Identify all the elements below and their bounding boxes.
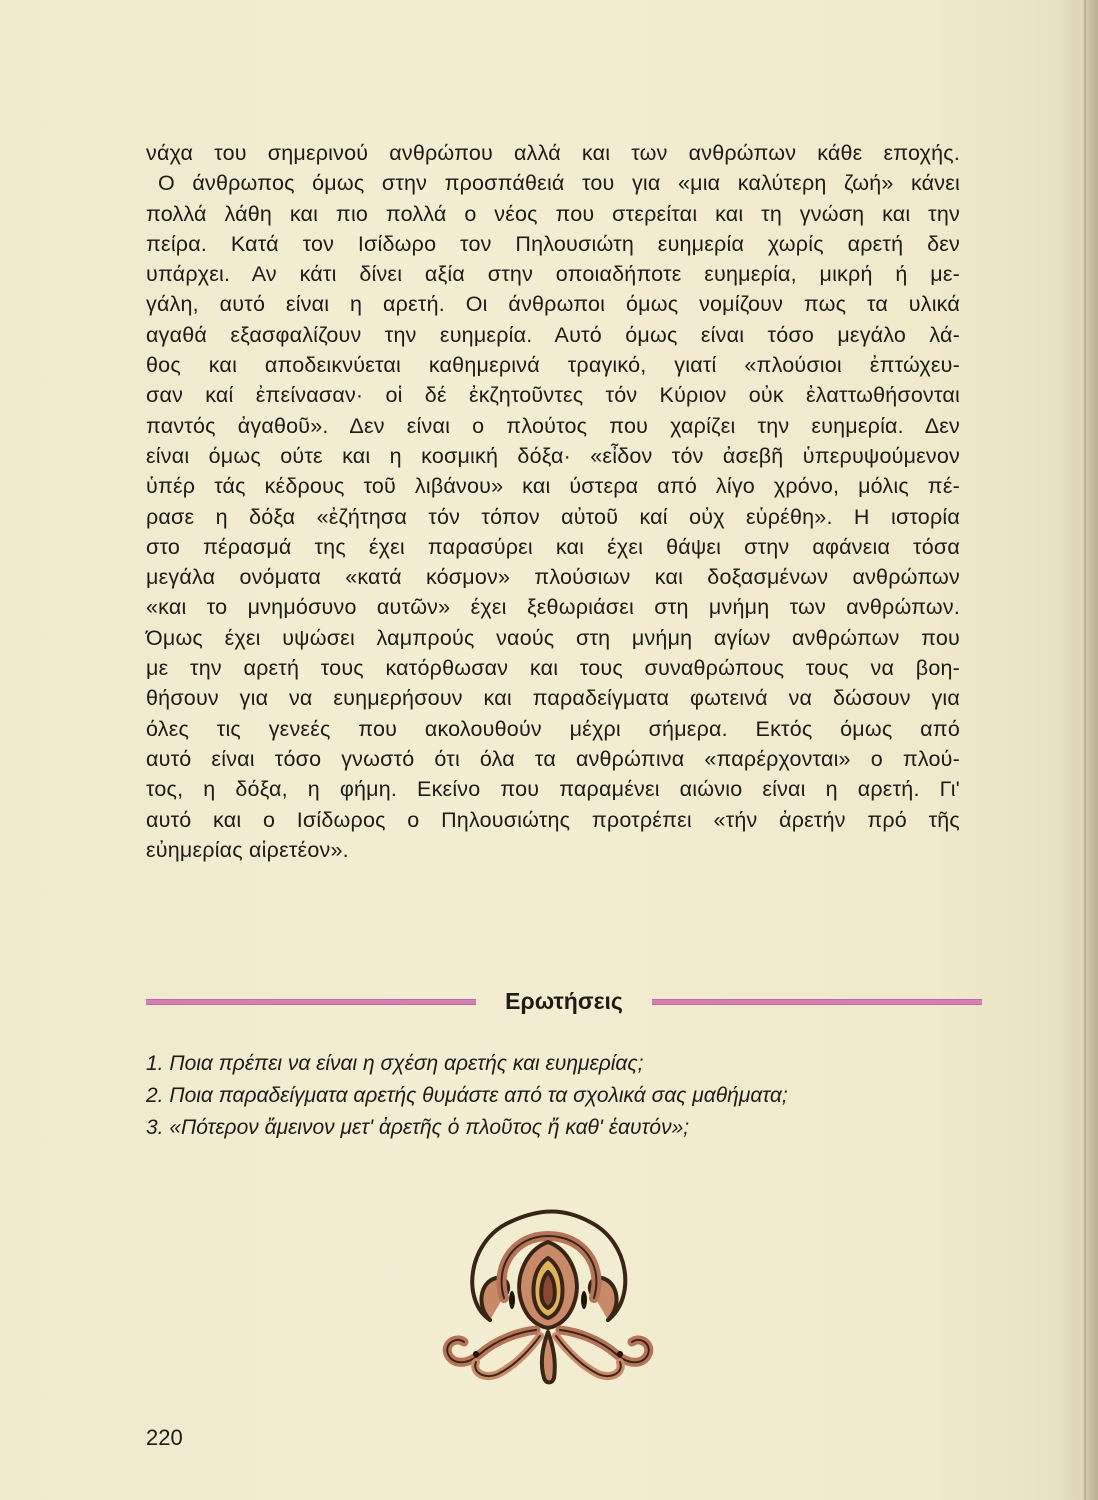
page-number: 220	[146, 1425, 183, 1450]
body-line: ὑπέρ τάς κέδρους τοῦ λιβάνου» και ύστερα από λίγο χρόνο, μόλις πέ-	[146, 474, 960, 499]
body-line: γάλη, αυτό είναι η αρετή. Οι άνθρωποι όμως νομίζουν πως τα υλικά	[146, 292, 960, 317]
body-line: μεγάλα ονόματα «κατά κόσμον» πλούσιων και δοξασμένων ανθρώπων	[146, 565, 960, 590]
body-line: είναι όμως ούτε και η κοσμική δόξα· «εἶδον τόν ἀσεβῆ ὑπερυψούμενον	[146, 443, 960, 468]
page-binding-edge	[1080, 0, 1098, 1500]
body-line: θήσουν για να ευημερήσουν και παραδείγματα φωτεινά να δώσουν για	[146, 686, 960, 711]
question-item: 1. Ποια πρέπει να είναι η σχέση αρετής και ευημερίας;	[146, 1052, 644, 1075]
body-line: πείρα. Κατά τον Ισίδωρο τον Πηλουσιώτη ευημερία χωρίς αρετή δεν	[146, 231, 960, 256]
body-line: σαν καί ἐπείνασαν· οἱ δέ ἐκζητοῦντες τόν Κύριον οὐκ ἐλαττωθήσονται	[146, 383, 960, 408]
body-line: με την αρετή τους κατόρθωσαν και τους συναθρώπους τους να βοη-	[146, 656, 960, 681]
body-line: αυτό και ο Ισίδωρος ο Πηλουσιώτης προτρέπει «τήν ἀρετήν πρό τῆς	[146, 807, 960, 832]
body-line: τος, η δόξα, η φήμη. Εκείνο που παραμένει αιώνιο είναι η αρετή. Γι'	[146, 777, 960, 802]
body-line: αυτό είναι τόσο γνωστό ότι όλα τα ανθρώπινα «παρέρχονται» ο πλού-	[146, 746, 960, 771]
questions-title: Ερωτήσεις	[505, 988, 623, 1014]
body-line: πολλά λάθη και πιο πολλά ο νέος που στερείται και τη γνώση και την	[146, 201, 960, 226]
body-line: παντός ἀγαθοῦ». Δεν είναι ο πλούτος που χαρίζει την ευημερία. Δεν	[146, 413, 960, 438]
body-line: Ο άνθρωπος όμως στην προσπάθειά του για «μια καλύτερη ζωή» κάνει	[158, 171, 960, 196]
body-line: Όμως έχει υψώσει λαμπρούς ναούς στη μνήμη αγίων ανθρώπων που	[146, 625, 960, 650]
page-binding-line	[1084, 0, 1086, 1500]
body-line: εὐημερίας αἱρετέον».	[146, 837, 349, 862]
question-item: 2. Ποια παραδείγματα αρετής θυμάστε από τα σχολικά σας μαθήματα;	[146, 1084, 788, 1107]
body-line: ρασε η δόξα «ἐζήτησα τόν τόπον αὐτοῦ καί οὐχ εὑρέθη». Η ιστορία	[146, 504, 960, 529]
questions-list	[146, 1048, 986, 1144]
body-text	[146, 138, 960, 865]
body-line: νάχα του σημερινού ανθρώπου αλλά και των ανθρώπων κάθε εποχής.	[146, 141, 960, 165]
body-line: υπάρχει. Αν κάτι δίνει αξία στην οποιαδήποτε ευημερία, μικρή ή με-	[146, 262, 960, 287]
questions-header	[146, 986, 982, 1016]
octopus-ornament	[432, 1202, 664, 1392]
body-line: όλες τις γενεές που ακολουθούν μέχρι σήμερα. Εκτός όμως από	[146, 716, 960, 741]
body-line: θος και αποδεικνύεται καθημερινά τραγικό, γιατί «πλούσιοι ἐπτώχευ-	[146, 353, 960, 378]
body-line: «και το μνημόσυνο αυτῶν» έχει ξεθωριάσει στη μνήμη των ανθρώπων.	[146, 595, 960, 620]
body-line: στο πέρασμά της έχει παρασύρει και έχει θάψει στην αφάνεια τόσα	[146, 534, 960, 559]
body-line: αγαθά εξασφαλίζουν την ευημερία. Αυτό όμως είναι τόσο μεγάλο λά-	[146, 322, 960, 347]
question-item: 3. «Πότερον ἄμεινον μετ' ἀρετῆς ὁ πλοῦτος ἤ καθ' ἑαυτόν»;	[146, 1116, 690, 1139]
